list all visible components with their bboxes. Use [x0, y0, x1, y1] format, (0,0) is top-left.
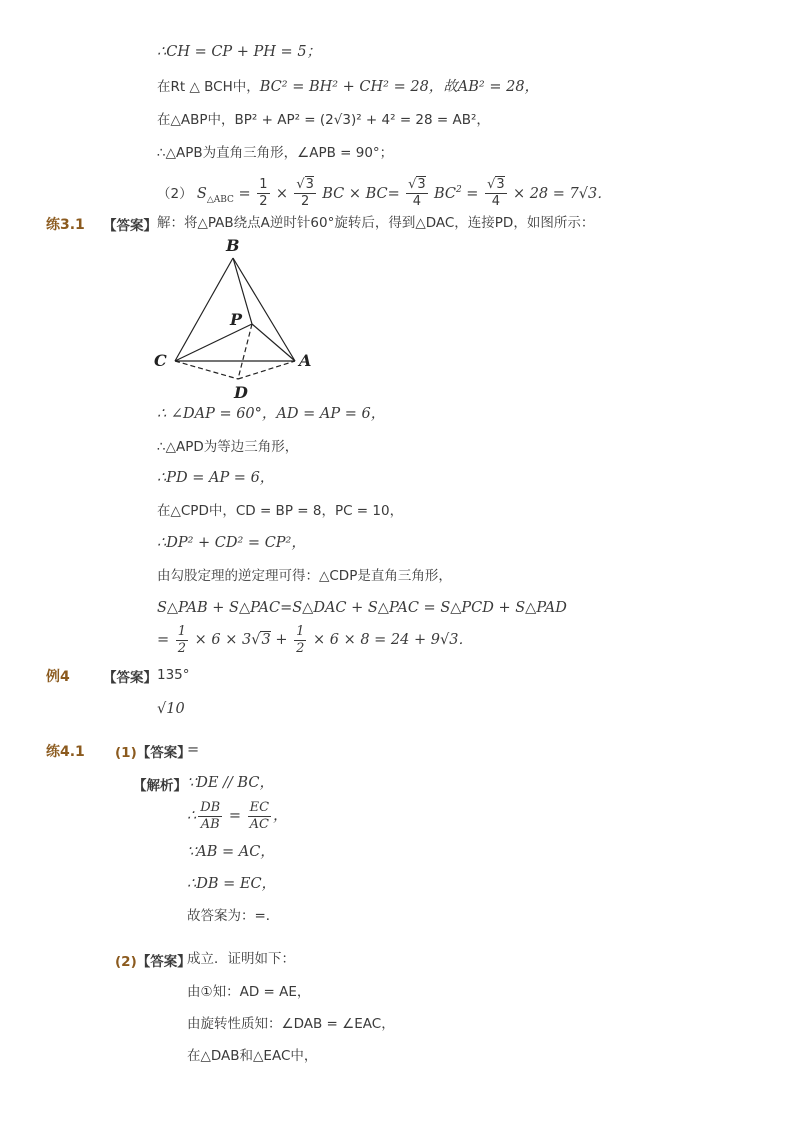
area-result: × 28 = 7√3． — [512, 185, 612, 202]
part2-line-ad-ae: 由①知：AD = AE， — [187, 984, 311, 1000]
analysis-tag: 【解析】 — [133, 778, 187, 794]
part-label: （2） — [157, 185, 193, 202]
rt-bch-formula: BC² = BH² + CH² = 28，故AB² = 28， — [259, 79, 540, 95]
edge-pa — [252, 324, 295, 361]
example-4-label: 例4 — [46, 669, 70, 685]
proof-line-pd: ∴PD = AP = 6， — [157, 470, 275, 486]
exercise-4-1-part2 — [115, 950, 191, 970]
fraction-half-a: $\frac{1}{2}$ — [177, 623, 187, 656]
analysis-line-conclusion: 故答案为：=． — [187, 908, 280, 924]
part2-number: (2) — [115, 954, 137, 970]
example-4-value-1: 135° — [157, 667, 190, 683]
label-p: P — [230, 310, 243, 329]
proof-line-pythag: ∴DP² + CD² = CP²， — [157, 535, 306, 551]
part1-answer-value: = — [187, 742, 200, 758]
fraction-db-ab: $\frac{DB}{AB}$ — [200, 799, 221, 832]
fraction-half: $\frac{1}{2}$ — [259, 177, 268, 210]
triangle-figure — [150, 232, 325, 404]
fraction-half-b: $\frac{1}{2}$ — [296, 623, 305, 656]
edge-da-dashed — [238, 361, 295, 379]
label-b: B — [226, 236, 240, 255]
area-result-sum: × 6 × 8 = 24 + 9√3． — [312, 632, 473, 648]
proof-line-area-abc: （2） $S_{\triangle ABC}$ = $\frac{1}{2}$ × $\frac{√3}{2}$ BC × BC= $\frac{√3}{4}$ $BC^2$ = $\frac{√3}{4}$ × 28 = 7√3． — [157, 177, 612, 210]
part1-number: (1) — [115, 745, 137, 761]
example-4-answer-tag: 【答案】 — [103, 670, 157, 686]
label-a: A — [299, 351, 312, 370]
exercise-3-1-text: 解：将△PAB绕点A逆时针60°旋转后，得到△DAC，连接PD，如图所示： — [157, 215, 595, 231]
proof-line-apd-equilateral: ∴△APD为等边三角形， — [157, 439, 299, 455]
proof-line-ch: ∴CH = CP + PH = 5； — [157, 44, 322, 60]
exercise-4-1-part1 — [115, 741, 191, 761]
analysis-line-parallel: ∵DE // BC， — [187, 775, 274, 791]
edge-pd-dashed — [238, 324, 252, 379]
fraction-ec-ac: $\frac{EC}{AC}$ — [249, 799, 270, 832]
proof-line-cpd: 在△CPD中，CD = BP = 8，PC = 10， — [157, 503, 404, 519]
analysis-line-db-ec: ∴DB = EC， — [187, 876, 277, 892]
proof-line-area-result: = $\frac{1}{2}$ × 6 × 3√3 + $\frac{1}{2}$ × 6 × 8 = 24 + 9√3． — [157, 623, 473, 656]
label-c: C — [154, 351, 167, 370]
part2-answer-text: 成立．证明如下： — [187, 951, 295, 967]
part2-answer-tag: 【答案】 — [136, 954, 191, 970]
fraction-root3-over-4-b: $\frac{√3}{4}$ — [487, 177, 505, 210]
proof-line-converse: 由勾股定理的逆定理可得：△CDP是直角三角形， — [157, 568, 452, 584]
label-d: D — [234, 383, 248, 402]
exercise-3-1-label: 练3.1 — [46, 217, 85, 233]
proof-line-dap: ∴ ∠DAP = 60°，AD = AP = 6， — [157, 406, 386, 422]
example-4-value-2: √10 — [157, 701, 185, 717]
part1-answer-tag: 【答案】 — [136, 745, 191, 761]
edge-cd-dashed — [175, 361, 238, 379]
proof-line-area-sum: S△PAB + S△PAC=S△DAC + S△PAC = S△PCD + S△PAD — [157, 600, 567, 616]
proof-line-abp: 在△ABP中，BP² + AP² = (2√3)² + 4² = 28 = AB²， — [157, 112, 490, 128]
proof-line-apb-right: ∴△APB为直角三角形，∠APB = 90°； — [157, 145, 394, 161]
edge-bc — [175, 258, 233, 361]
part2-line-rotation: 由旋转性质知：∠DAB = ∠EAC， — [187, 1016, 395, 1032]
analysis-line-ratio: ∴ $\frac{DB}{AB}$ = $\frac{EC}{AC}$ ， — [187, 799, 288, 832]
fraction-root3-over-4: $\frac{√3}{4}$ — [408, 177, 426, 210]
rt-bch-prefix: 在Rt △ BCH中， — [157, 79, 260, 95]
fraction-root3-over-2: $\frac{√3}{2}$ — [296, 177, 314, 210]
part2-line-triangles: 在△DAB和△EAC中， — [187, 1048, 318, 1064]
exercise-3-1-answer-tag: 【答案】 — [103, 218, 157, 234]
analysis-line-ab-ac: ∵AB = AC， — [187, 844, 275, 860]
edge-cp — [175, 324, 252, 361]
proof-line-rt-bch — [157, 77, 539, 97]
edge-ba — [233, 258, 295, 361]
exercise-4-1-label: 练4.1 — [46, 744, 85, 760]
